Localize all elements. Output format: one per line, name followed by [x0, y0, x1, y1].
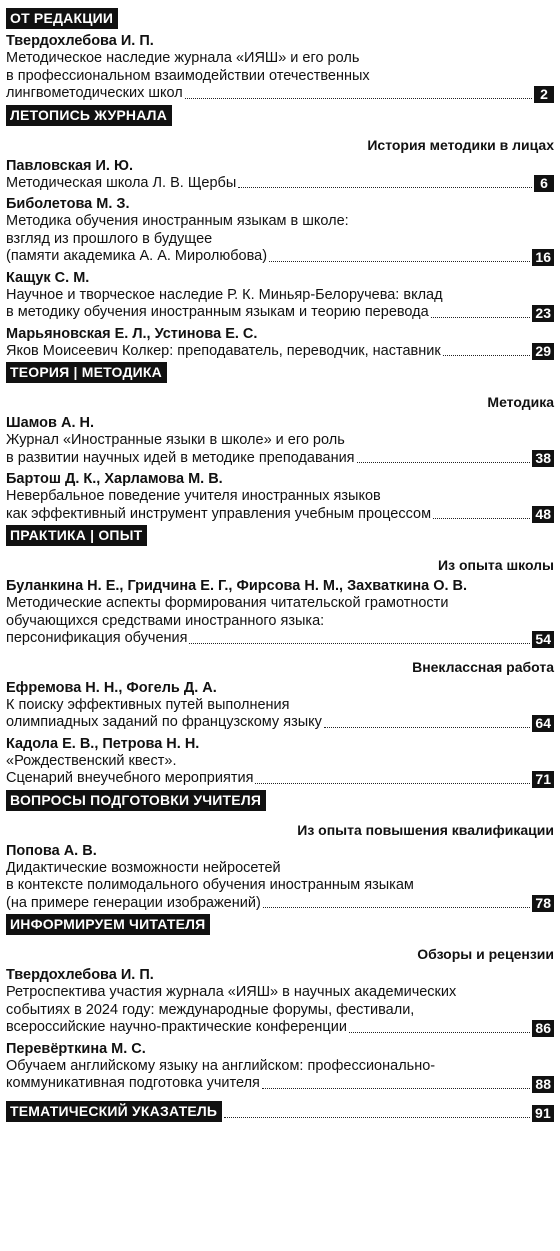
section-heading: ТЕМАТИЧЕСКИЙ УКАЗАТЕЛЬ	[6, 1101, 222, 1122]
entry-authors: Буланкина Н. Е., Гридчина Е. Г., Фирсова Н. М., Захваткина О. В.	[6, 578, 468, 594]
toc-entry[interactable]	[6, 195, 554, 266]
entry-title-last-line	[6, 450, 554, 468]
entry-title-line: коммуникативная подготовка учителя	[6, 1075, 260, 1091]
dot-leader	[189, 643, 530, 644]
dot-leader	[443, 355, 531, 356]
page-number-badge: 88	[532, 1076, 554, 1093]
toc-section	[6, 360, 554, 523]
dot-leader	[349, 1032, 530, 1033]
dot-leader	[185, 98, 532, 99]
toc-entry[interactable]	[6, 966, 554, 1037]
toc-entry[interactable]	[6, 32, 554, 103]
page-number-badge: 78	[532, 895, 554, 912]
page-number-badge: 91	[532, 1105, 554, 1122]
entry-title-line: в контексте полимодального обучения иностранным языкам	[6, 877, 414, 893]
rubric-heading: Методика	[487, 394, 554, 410]
entry-title-line: в профессиональном взаимодействии отечественных	[6, 67, 370, 84]
dot-leader	[269, 261, 530, 262]
page-number-badge: 16	[532, 249, 554, 266]
toc-entry[interactable]	[6, 842, 554, 913]
entry-title-line: Невербальное поведение учителя иностранных языков	[6, 488, 381, 504]
rubric-heading: Внеклассная работа	[412, 658, 554, 675]
entry-title-line: всероссийские научно-практические конференции	[6, 1019, 347, 1035]
entry-authors: Павловская И. Ю.	[6, 157, 133, 174]
section-heading: ОТ РЕДАКЦИИ	[6, 8, 118, 29]
entry-title-line: в методику обучения иностранным языкам и теорию перевода	[6, 304, 429, 320]
page-number-badge: 2	[534, 86, 554, 103]
toc-section	[6, 6, 554, 103]
entry-title-line: Сценарий внеучебного мероприятия	[6, 770, 254, 786]
entry-title-line: Журнал «Иностранные языки в школе» и его роль	[6, 432, 345, 448]
entry-authors: Кащук С. М.	[6, 269, 90, 286]
entry-authors: Бартош Д. К., Харламова М. В.	[6, 471, 223, 487]
rubric-heading: Из опыта повышения квалификации	[297, 821, 554, 838]
entry-title-line: Дидактические возможности нейросетей	[6, 859, 281, 876]
entry-authors: Ефремова Н. Н., Фогель Д. А.	[6, 679, 217, 696]
entry-title-line: «Рождественский квест».	[6, 752, 177, 769]
entry-title-last-line	[6, 1075, 554, 1093]
rubric-heading: Обзоры и рецензии	[417, 946, 554, 962]
page-number-badge: 38	[532, 450, 554, 467]
entry-title-line: (памяти академика А. А. Миролюбова)	[6, 248, 268, 264]
entry-authors: Твердохлебова И. П.	[6, 967, 154, 983]
page-number-badge: 71	[532, 771, 554, 788]
toc-entry[interactable]	[6, 577, 554, 648]
entry-authors: Перевёрткина М. С.	[6, 1040, 146, 1057]
page-number-badge: 86	[532, 1020, 554, 1037]
entry-title-last-line	[6, 714, 554, 732]
entry-title-line: Методика обучения иностранным языкам в школе:	[6, 213, 349, 229]
entry-title-line: как эффективный инструмент управления учебным процессом	[6, 505, 432, 522]
entry-title-last-line	[6, 85, 554, 103]
page-number-badge: 29	[532, 343, 554, 360]
toc-entry[interactable]	[6, 1040, 554, 1093]
dot-leader	[262, 1088, 531, 1089]
entry-title-last-line	[6, 770, 554, 788]
entry-title-line: (на примере генерации изображений)	[6, 894, 261, 911]
dot-leader	[431, 317, 531, 318]
entry-title-line: Ретроспектива участия журнала «ИЯШ» в научных академических	[6, 984, 457, 1000]
entry-title-last-line	[6, 895, 554, 913]
toc-entry[interactable]	[6, 269, 554, 322]
toc-entry[interactable]	[6, 157, 554, 193]
index-section-row[interactable]	[6, 1101, 554, 1122]
toc-entry[interactable]	[6, 679, 554, 732]
entry-title-line: обучающихся средствами иностранного языка:	[6, 612, 325, 629]
rubric-heading: Из опыта школы	[438, 557, 554, 573]
entry-title-last-line	[6, 175, 554, 193]
toc-entry[interactable]	[6, 325, 554, 361]
dot-leader	[255, 783, 530, 784]
table-of-contents	[6, 6, 554, 1122]
entry-title-line: лингвометодических школ	[6, 85, 183, 101]
page-number-badge: 54	[532, 631, 554, 648]
rubric-heading: История методики в лицах	[367, 136, 554, 153]
entry-authors: Твердохлебова И. П.	[6, 33, 154, 49]
page-number-badge: 6	[534, 175, 554, 192]
dot-leader	[238, 187, 532, 188]
entry-title-line: событиях в 2024 году: международные форумы, фестивали,	[6, 1001, 415, 1018]
dot-leader	[224, 1117, 530, 1118]
entry-title-last-line	[6, 343, 554, 361]
entry-title-line: Яков Моисеевич Колкер: преподаватель, переводчик, наставник	[6, 342, 441, 359]
entry-authors: Биболетова М. З.	[6, 196, 130, 212]
toc-entry[interactable]	[6, 470, 554, 523]
entry-title-last-line	[6, 1019, 554, 1037]
section-heading: ВОПРОСЫ ПОДГОТОВКИ УЧИТЕЛЯ	[6, 790, 266, 811]
entry-title-last-line	[6, 506, 554, 524]
toc-section	[6, 912, 554, 1093]
entry-title-line: Методическое наследие журнала «ИЯШ» и его роль	[6, 50, 360, 66]
toc-entry[interactable]	[6, 735, 554, 788]
entry-title-line: К поиску эффективных путей выполнения	[6, 696, 290, 713]
dot-leader	[433, 518, 530, 519]
toc-section	[6, 788, 554, 913]
entry-title-last-line	[6, 630, 554, 648]
section-heading: ИНФОРМИРУЕМ ЧИТАТЕЛЯ	[6, 914, 210, 935]
entry-title-line: Обучаем английскому языку на английском: профессионально-	[6, 1057, 436, 1074]
dot-leader	[263, 907, 531, 908]
page-number-badge: 23	[532, 305, 554, 322]
dot-leader	[357, 462, 531, 463]
entry-authors: Марьяновская Е. Л., Устинова Е. С.	[6, 325, 258, 342]
section-heading: ТЕОРИЯ | МЕТОДИКА	[6, 362, 167, 383]
entry-title-last-line	[6, 304, 554, 322]
entry-title-line: олимпиадных заданий по французскому языку	[6, 714, 322, 730]
section-heading: ЛЕТОПИСЬ ЖУРНАЛА	[6, 105, 172, 126]
entry-authors: Попова А. В.	[6, 842, 97, 859]
dot-leader	[324, 727, 531, 728]
entry-title-line: Научное и творческое наследие Р. К. Миньяр-Белоручева: вклад	[6, 286, 443, 303]
page-number-badge: 64	[532, 715, 554, 732]
entry-title-line: Методические аспекты формирования читательской грамотности	[6, 595, 449, 611]
entry-title-line: в развитии научных идей в методике преподавания	[6, 449, 355, 466]
toc-section	[6, 103, 554, 361]
entry-authors: Кадола Е. В., Петрова Н. Н.	[6, 735, 200, 752]
entry-title-line: взгляд из прошлого в будущее	[6, 230, 213, 247]
entry-title-line: персонификация обучения	[6, 630, 188, 646]
section-heading: ПРАКТИКА | ОПЫТ	[6, 525, 147, 546]
toc-section	[6, 523, 554, 788]
entry-title-line: Методическая школа Л. В. Щербы	[6, 174, 237, 191]
entry-authors: Шамов А. Н.	[6, 415, 94, 431]
toc-entry[interactable]	[6, 414, 554, 467]
entry-title-last-line	[6, 248, 554, 266]
page-number-badge: 48	[532, 506, 554, 523]
